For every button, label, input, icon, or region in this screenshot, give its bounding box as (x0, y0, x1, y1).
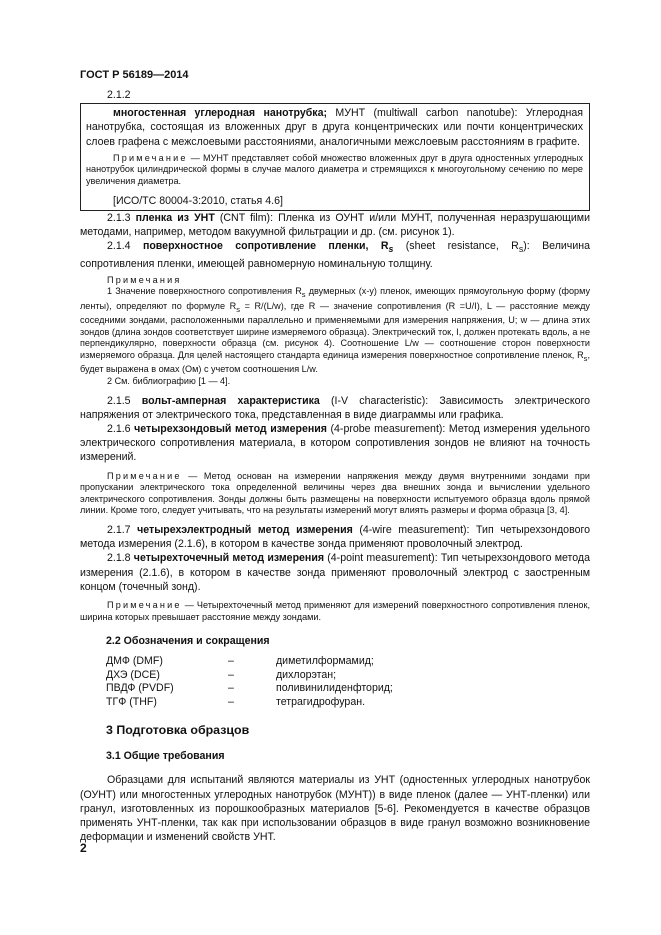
list-item: ПВДФ (PVDF) – поливинилиденфторид; (106, 682, 393, 695)
term-iv-characteristic: вольт-амперная характеристика (141, 394, 320, 407)
term-cnt-film: пленка из УНТ (135, 211, 215, 224)
notes-label: Примечания (107, 274, 182, 285)
section-number: 2.1.3 (107, 211, 131, 224)
definition-sheet-resistance: (sheet resistance, $R_s$): Величина сопротивления пленки, имеющей равномерную номинальную толщину. (80, 240, 590, 270)
note-label: Примечание (113, 152, 188, 163)
term-4-point: четырехточечный метод измерения (133, 552, 325, 565)
definition-4-point: (4-point measurement): Тип четырехзондового метода измерения (2.1.6), в котором в качестве зонда применяют проволочный электрод с заостренным концом (точечный зонд). (80, 552, 590, 593)
section-2-1-2-note (86, 153, 583, 188)
page-number: 2 (80, 841, 87, 855)
definition-cnt-film: (CNT film): Пленка из ОУНТ и/или МУНТ, полученная неразрушающими методами, например, методом вакуумной фильтрации и др. (см. рисунок 1). (80, 211, 590, 238)
section-2-1-8 (80, 551, 590, 594)
page-content (80, 88, 590, 844)
section-number: 2.1.5 (107, 394, 131, 407)
note-text: — МУНТ представляет собой множество вложенных друг в друга одностенных углеродных нанотрубок цилиндрической формы в случае малого диаметра и стремящихся к многоугольному сечению по мере увеличения диаметра. (86, 152, 583, 186)
document-header: ГОСТ Р 56189—2014 (80, 69, 189, 81)
section-2-1-6-note (80, 471, 590, 517)
abbreviations-list (80, 655, 590, 709)
section-2-1-4-note-2: 2 См. библиографию [1 — 4]. (107, 375, 231, 386)
section-3-1-title: 3.1 Общие требования (106, 750, 225, 763)
section-2-1-5 (80, 394, 590, 422)
definition-iv-characteristic: (I-V characteristic): Зависимость электрического напряжения от электрического тока, представленная в виде диаграммы или графика. (80, 394, 590, 421)
term-mwcnt: многостенная углеродная нанотрубка; (113, 107, 328, 120)
list-item: ДМФ (DMF) – диметилформамид; (106, 655, 374, 668)
section-2-1-2-definition (86, 106, 583, 149)
section-2-1-4-note-1: 1 Значение поверхностного сопротивления $R_s$ двумерных (x-y) пленок, имеющих прямоугольную форму (форму ленты), определяют по формуле $R_s = R/(L/w)$, где R — значение сопротивления (R =U/I), L — расстояние между соседними зондами, расположенными параллельно и применяемыми для измерения напряжения, U; w — длина этих зондов (длина зондов соответствует ширине измеряемого образца). Электрический ток, I, должен протекать вдоль, а не перпендикулярно, поверхности образца (см. рисунок 4). Соотношение L/w — соотношение сторон поверхности измеряемого образца. Для целей настоящего стандарта единица измерения поверхностное сопротивление пленок, $R_s$, будет выражена в омах (Ом) с учетом соотношения L/w. (80, 286, 590, 375)
section-3-title: 3 Подготовка образцов (106, 723, 250, 738)
section-2-1-2-reference: [ИСО/ТС 80004-3:2010, статья 4.6] (113, 194, 283, 207)
note-label: Примечание (107, 599, 182, 610)
section-2-1-7 (80, 523, 590, 551)
section-2-1-6 (80, 422, 590, 465)
list-item: ТГФ (THF) – тетрагидрофуран. (106, 695, 366, 708)
section-2-2-title: 2.2 Обозначения и сокращения (106, 635, 270, 648)
list-item: ДХЭ (DCE) – дихлорэтан; (106, 668, 337, 681)
section-2-1-3 (80, 211, 590, 239)
note-label: Примечание (107, 470, 182, 481)
section-2-1-4 (80, 239, 590, 271)
section-number: 2.1.6 (107, 422, 131, 435)
definition-4-probe: (4-probe measurement): Метод измерения удельного электрического сопротивления материала, в котором сопротивления зондов не влияют на точность измерений. (80, 422, 590, 464)
section-2-1-2-number: 2.1.2 (107, 89, 131, 101)
definition-4-wire: (4-wire measurement): Тип четырехзондового метода измерения (2.1.6), в котором в качестве зонда применяют проволочный электрод. (80, 523, 590, 551)
note-text: — Метод основан на измерении напряжения между двумя внутренними зондами при пропускании электрического тока определенной величины через два внешних зонда и вычислении удельного электрического сопротивления. Зонды должны быть размещены на поверхности испытуемого образца вдоль прямой линии. Кроме того, следует учитывать, что на результаты измерений могут влиять размеры и форма образца [3, 4]. (80, 470, 590, 516)
section-number: 2.1.8 (107, 552, 131, 565)
note-text: — Четырехточечный метод применяют для измерений поверхностного сопротивления пленок, ширина которых превышает расстояние между зондами. (80, 599, 590, 622)
section-2-1-2-box (80, 103, 590, 211)
section-3-1-paragraph: Образцами для испытаний являются материалы из УНТ (одностенных углеродных нанотрубок (ОУНТ) или многостенных углеродных нанотрубок (МУНТ)) в виде пленок (далее — УНТ-пленки) или гранул, изготовленных из порошкообразных материалов [5-6]. Рекомендуется в качестве образцов применять УНТ-пленки, так как при использовании образцов в виде гранул возможно возникновение деформации и изменений свойств УНТ. (80, 774, 590, 844)
section-number: 2.1.7 (107, 523, 131, 536)
section-number: 2.1.4 (107, 240, 131, 253)
term-4-probe: четырехзондовый метод измерения (134, 422, 327, 435)
term-sheet-resistance: поверхностное сопротивление пленки, $R_s$ (142, 240, 394, 255)
section-2-1-8-note (80, 600, 590, 623)
term-4-wire: четырехэлектродный метод измерения (137, 523, 353, 536)
definition-mwcnt: МУНТ (multiwall carbon nanotube): Углеродная нанотрубка, состоящая из вложенных друг в друга концентрических или почти концентрических слоев графена с межслоевыми расстояниями, аналогичными межслоевым расстояниям в графите. (86, 107, 583, 148)
